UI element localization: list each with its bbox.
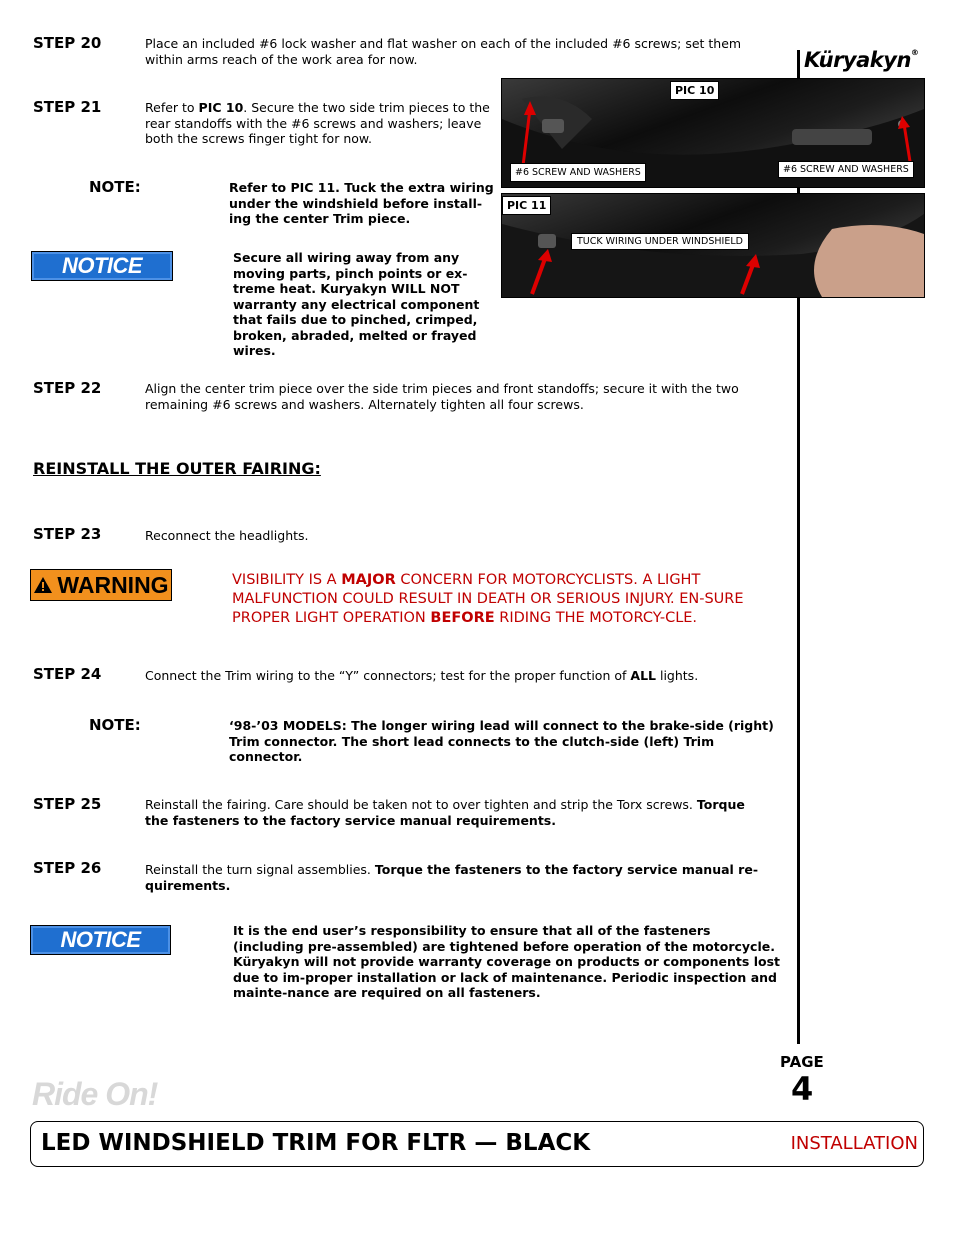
warning-text-1: VISIBILITY IS A [232,572,342,588]
ride-on-slogan: Ride On! [32,1076,158,1112]
logo-text: Küryakyn [804,48,911,72]
note-2-label: NOTE: [89,716,141,734]
step-24-label: STEP 24 [33,665,102,683]
pic-10-photo [501,78,925,188]
notice-2-text: It is the end user’s responsibility to ensure that all of the fasteners (including pre-assembled) are tightened before operation of the motorcycle. Küryakyn will not provide warranty coverage on products or components lost due to im-proper installation or lack of maintenance. Periodic inspection and mainte-nance are required on all fasteners. [233,923,780,1000]
kuryakyn-logo: Küryakyn® [804,48,919,72]
step-26-text [145,862,765,893]
step-24-text [145,668,765,684]
step-22-text: Align the center trim piece over the side trim pieces and front standoffs; secure it with the two remaining #6 screws and washers. Alternately tighten all four screws. [145,381,739,412]
warning-badge [30,569,172,601]
step-21-label: STEP 21 [33,98,102,116]
notice-1-text: Secure all wiring away from any moving parts, pinch points or ex-treme heat. Kuryakyn WILL NOT warranty any electrical component that fails due to pinched, crimped, broken, abraded, melted or frayed wires. [233,250,480,358]
product-title: LED WINDSHIELD TRIM FOR FLTR — BLACK [41,1130,591,1156]
hand-shape [814,225,924,297]
pic-10-label: PIC 10 [670,81,719,100]
notice-badge-1: NOTICE [31,251,173,281]
step-25-text-pre: Reinstall the fairing. Care should be taken not to over tighten and strip the Torx screws. [145,797,697,812]
warning-text-2: CONCERN FOR MOTORCYCLISTS. A LIGHT MALFUNCTION COULD RESULT IN DEATH OR SERIOUS INJURY. EN-SURE PROPER LIGHT OPERATION [232,572,744,626]
pic-11-callout: TUCK WIRING UNDER WINDSHIELD [571,233,749,250]
pic-11-label: PIC 11 [502,196,551,215]
step-20-label: STEP 20 [33,34,102,52]
step-25-text [145,797,765,828]
step-25-label: STEP 25 [33,795,102,813]
pic-10-callout-left: #6 SCREW AND WASHERS [510,163,646,182]
step-25-text-bold: Torque the fasteners to the factory service manual requirements. [145,797,745,828]
warning-bold-2: BEFORE [430,610,495,626]
warning-badge-label: WARNING [57,572,169,598]
step-26-label: STEP 26 [33,859,102,877]
step-24-text-bold: ALL [630,668,656,683]
step-23-label: STEP 23 [33,525,102,543]
pic-11-photo [501,193,925,298]
step-21-text [145,100,497,147]
step-23-text: Reconnect the headlights. [145,528,309,543]
step-22-label: STEP 22 [33,379,102,397]
notice-badge-2: NOTICE [30,925,171,955]
note-1-text: Refer to PIC 11. Tuck the extra wiring under the windshield before install-ing the center Trim piece. [229,180,494,226]
footer-title-box [30,1121,924,1167]
section-label: INSTALLATION [790,1133,918,1154]
note-2-text: ‘98-’03 MODELS: The longer wiring lead will connect to the brake-side (right) Trim connector. The short lead connects to the clutch-side (left) Trim connector. [229,718,774,764]
step-21-text-post: . Secure the two side trim pieces to the rear standoffs with the #6 screws and washers; leave both the screws finger tight for now. [145,100,490,146]
step-21-text-bold: PIC 10 [198,100,244,115]
section-heading: REINSTALL THE OUTER FAIRING: [33,459,321,478]
warning-text-3: RIDING THE MOTORCY-CLE. [494,610,698,626]
page-label: PAGE [780,1053,824,1071]
pic-10-callout-right: #6 SCREW AND WASHERS [778,161,914,178]
step-21-text-pre: Refer to [145,100,199,115]
note-1-label: NOTE: [89,178,141,196]
step-26-text-bold: Torque the fasteners to the factory service manual re-quirements. [145,862,759,893]
page-number: 4 [791,1070,814,1108]
warning-text [232,571,772,628]
step-24-text-pre: Connect the Trim wiring to the “Y” connectors; test for the proper function of [145,668,631,683]
warning-triangle-icon [33,576,53,594]
step-24-text-post: lights. [656,668,699,683]
step-20-text: Place an included #6 lock washer and flat washer on each of the included #6 screws; set them within arms reach of the work area for now. [145,36,742,67]
step-26-text-pre: Reinstall the turn signal assemblies. [145,862,375,877]
warning-bold-1: MAJOR [341,572,396,588]
